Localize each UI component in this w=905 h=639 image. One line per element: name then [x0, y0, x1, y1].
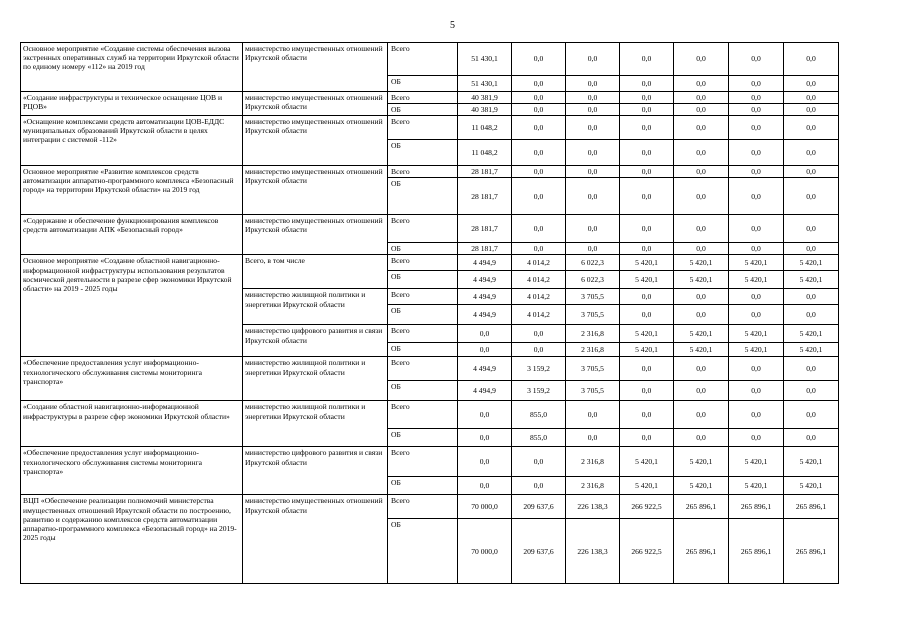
amount-cell: 4 014,2: [512, 305, 566, 325]
activity-name-cell: «Обеспечение предоставления услуг информационно-технологического обслуживания системы мониторинга транспорта»: [21, 357, 243, 401]
amount-cell: 0,0: [620, 243, 674, 255]
activity-name-cell: «Создание областной навигационно-информационной инфраструктуры в разрезе сфер экономики Иркутской области»: [21, 401, 243, 447]
amount-cell: 0,0: [784, 305, 839, 325]
amount-cell: 0,0: [784, 357, 839, 381]
page-number: 5: [450, 20, 455, 31]
amount-cell: 0,0: [729, 305, 784, 325]
amount-cell: 5 420,1: [784, 477, 839, 495]
executor-cell: министерство имущественных отношений Иркутской области: [243, 495, 388, 584]
amount-cell: 855,0: [512, 429, 566, 447]
amount-cell: 0,0: [784, 215, 839, 243]
amount-cell: 0,0: [784, 429, 839, 447]
amount-cell: 0,0: [674, 140, 729, 166]
amount-cell: 0,0: [620, 76, 674, 92]
amount-cell: 5 420,1: [620, 477, 674, 495]
amount-cell: 0,0: [729, 381, 784, 401]
table-row: [21, 495, 839, 519]
amount-cell: 0,0: [784, 289, 839, 305]
amount-cell: 5 420,1: [620, 271, 674, 289]
amount-cell: 0,0: [784, 92, 839, 104]
amount-cell: 5 420,1: [784, 325, 839, 343]
amount-cell: 4 014,2: [512, 271, 566, 289]
activity-name-cell: Основное мероприятие «Создание областной навигационно-информационной инфраструктуры использования результатов космической деятельности в разрезе сфер экономики Иркутской области» на 2019 - 2025 годы: [21, 255, 243, 357]
funding-source-cell: Всего: [388, 43, 458, 76]
amount-cell: 5 420,1: [729, 325, 784, 343]
amount-cell: 209 637,6: [512, 519, 566, 584]
funding-source-cell: Всего: [388, 116, 458, 140]
amount-cell: 3 705,5: [566, 357, 620, 381]
amount-cell: 11 048,2: [458, 140, 512, 166]
amount-cell: 0,0: [512, 178, 566, 215]
amount-cell: 0,0: [566, 116, 620, 140]
table-row: [21, 255, 839, 271]
amount-cell: 0,0: [620, 429, 674, 447]
amount-cell: 0,0: [458, 447, 512, 477]
amount-cell: 5 420,1: [729, 447, 784, 477]
funding-source-cell: ОБ: [388, 178, 458, 215]
amount-cell: 5 420,1: [729, 477, 784, 495]
funding-source-cell: ОБ: [388, 271, 458, 289]
amount-cell: 0,0: [674, 76, 729, 92]
funding-source-cell: Всего: [388, 357, 458, 381]
amount-cell: 2 316,8: [566, 477, 620, 495]
amount-cell: 0,0: [729, 178, 784, 215]
amount-cell: 0,0: [620, 43, 674, 76]
amount-cell: 70 000,0: [458, 495, 512, 519]
amount-cell: 0,0: [674, 381, 729, 401]
amount-cell: 4 014,2: [512, 289, 566, 305]
amount-cell: 0,0: [620, 104, 674, 116]
amount-cell: 0,0: [620, 289, 674, 305]
amount-cell: 6 022,3: [566, 255, 620, 271]
amount-cell: 0,0: [784, 104, 839, 116]
amount-cell: 0,0: [784, 178, 839, 215]
amount-cell: 0,0: [512, 215, 566, 243]
amount-cell: 0,0: [674, 243, 729, 255]
executor-cell: министерство имущественных отношений Иркутской области: [243, 92, 388, 116]
amount-cell: 0,0: [784, 116, 839, 140]
amount-cell: 0,0: [674, 92, 729, 104]
executor-cell: министерство жилищной политики и энергетики Иркутской области: [243, 289, 388, 325]
executor-cell: министерство цифрового развития и связи Иркутской области: [243, 447, 388, 495]
funding-source-cell: ОБ: [388, 104, 458, 116]
funding-source-cell: Всего: [388, 401, 458, 429]
funding-source-cell: ОБ: [388, 76, 458, 92]
amount-cell: 0,0: [566, 178, 620, 215]
amount-cell: 6 022,3: [566, 271, 620, 289]
amount-cell: 5 420,1: [674, 255, 729, 271]
amount-cell: 265 896,1: [784, 519, 839, 584]
funding-source-cell: Всего: [388, 289, 458, 305]
funding-source-cell: ОБ: [388, 429, 458, 447]
amount-cell: 265 896,1: [674, 495, 729, 519]
executor-cell: министерство имущественных отношений Иркутской области: [243, 166, 388, 215]
amount-cell: 3 159,2: [512, 381, 566, 401]
amount-cell: 4 494,9: [458, 305, 512, 325]
amount-cell: 0,0: [729, 104, 784, 116]
amount-cell: 4 014,2: [512, 255, 566, 271]
amount-cell: 3 159,2: [512, 357, 566, 381]
executor-cell: министерство цифрового развития и связи Иркутской области: [243, 325, 388, 357]
amount-cell: 0,0: [620, 305, 674, 325]
amount-cell: 5 420,1: [674, 343, 729, 357]
funding-source-cell: Всего: [388, 495, 458, 519]
activity-name-cell: «Оснащение комплексами средств автоматизации ЦОВ-ЕДДС муниципальных образований Иркутской области в целях интеграции с системой -112»: [21, 116, 243, 166]
amount-cell: 4 494,9: [458, 255, 512, 271]
amount-cell: 0,0: [512, 447, 566, 477]
amount-cell: 5 420,1: [784, 343, 839, 357]
amount-cell: 0,0: [458, 325, 512, 343]
activity-name-cell: «Содержание и обеспечение функционирования комплексов средств автоматизации АПК «Безопасный город»: [21, 215, 243, 255]
amount-cell: 0,0: [512, 116, 566, 140]
amount-cell: 40 381,9: [458, 92, 512, 104]
executor-cell: министерство имущественных отношений Иркутской области: [243, 116, 388, 166]
amount-cell: 5 420,1: [620, 325, 674, 343]
amount-cell: 0,0: [512, 104, 566, 116]
amount-cell: 5 420,1: [729, 343, 784, 357]
amount-cell: 0,0: [729, 166, 784, 178]
funding-source-cell: Всего: [388, 255, 458, 271]
amount-cell: 0,0: [674, 215, 729, 243]
amount-cell: 2 316,8: [566, 325, 620, 343]
amount-cell: 28 181,7: [458, 243, 512, 255]
amount-cell: 5 420,1: [784, 447, 839, 477]
funding-source-cell: Всего: [388, 92, 458, 104]
amount-cell: 0,0: [620, 116, 674, 140]
amount-cell: 0,0: [458, 343, 512, 357]
amount-cell: 0,0: [620, 178, 674, 215]
amount-cell: 5 420,1: [620, 343, 674, 357]
table-row: [21, 215, 839, 243]
amount-cell: 0,0: [729, 401, 784, 429]
amount-cell: 266 922,5: [620, 519, 674, 584]
amount-cell: 0,0: [729, 76, 784, 92]
amount-cell: 0,0: [674, 357, 729, 381]
amount-cell: 51 430,1: [458, 43, 512, 76]
amount-cell: 70 000,0: [458, 519, 512, 584]
executor-cell: Всего, в том числе: [243, 255, 388, 289]
amount-cell: 3 705,5: [566, 289, 620, 305]
amount-cell: 0,0: [674, 104, 729, 116]
amount-cell: 0,0: [729, 357, 784, 381]
amount-cell: 0,0: [729, 289, 784, 305]
amount-cell: 0,0: [566, 429, 620, 447]
funding-source-cell: ОБ: [388, 477, 458, 495]
amount-cell: 855,0: [512, 401, 566, 429]
funding-source-cell: ОБ: [388, 140, 458, 166]
amount-cell: 0,0: [512, 243, 566, 255]
amount-cell: 226 138,3: [566, 495, 620, 519]
amount-cell: 2 316,8: [566, 343, 620, 357]
amount-cell: 0,0: [566, 76, 620, 92]
activity-name-cell: «Обеспечение предоставления услуг информационно-технологического обслуживания системы мониторинга транспорта»: [21, 447, 243, 495]
amount-cell: 0,0: [512, 325, 566, 343]
funding-source-cell: ОБ: [388, 519, 458, 584]
amount-cell: 0,0: [729, 243, 784, 255]
amount-cell: 3 705,5: [566, 305, 620, 325]
amount-cell: 0,0: [512, 140, 566, 166]
amount-cell: 5 420,1: [620, 447, 674, 477]
amount-cell: 0,0: [729, 116, 784, 140]
amount-cell: 265 896,1: [784, 495, 839, 519]
amount-cell: 5 420,1: [784, 271, 839, 289]
amount-cell: 28 181,7: [458, 178, 512, 215]
amount-cell: 5 420,1: [729, 255, 784, 271]
funding-source-cell: ОБ: [388, 381, 458, 401]
funding-source-cell: Всего: [388, 215, 458, 243]
amount-cell: 0,0: [566, 215, 620, 243]
funding-source-cell: ОБ: [388, 343, 458, 357]
amount-cell: 0,0: [729, 92, 784, 104]
amount-cell: 5 420,1: [674, 271, 729, 289]
table-row: [21, 401, 839, 429]
amount-cell: 0,0: [729, 43, 784, 76]
activity-name-cell: «Создание инфраструктуры и техническое оснащение ЦОВ и РЦОВ»: [21, 92, 243, 116]
amount-cell: 5 420,1: [784, 255, 839, 271]
amount-cell: 5 420,1: [674, 477, 729, 495]
amount-cell: 0,0: [674, 429, 729, 447]
amount-cell: 226 138,3: [566, 519, 620, 584]
amount-cell: 0,0: [784, 166, 839, 178]
amount-cell: 4 494,9: [458, 381, 512, 401]
activity-name-cell: Основное мероприятие «Развитие комплексов средств автоматизации аппаратно-программного комплекса «Безопасный город» на территории Иркутской области» на 2019 год: [21, 166, 243, 215]
amount-cell: 4 494,9: [458, 289, 512, 305]
amount-cell: 265 896,1: [674, 519, 729, 584]
amount-cell: 0,0: [674, 166, 729, 178]
amount-cell: 0,0: [674, 401, 729, 429]
amount-cell: 51 430,1: [458, 76, 512, 92]
table-row: [21, 92, 839, 104]
amount-cell: 0,0: [566, 92, 620, 104]
amount-cell: 0,0: [512, 92, 566, 104]
amount-cell: 0,0: [620, 166, 674, 178]
amount-cell: 0,0: [620, 401, 674, 429]
amount-cell: 265 896,1: [729, 495, 784, 519]
funding-source-cell: Всего: [388, 447, 458, 477]
table-row: [21, 166, 839, 178]
amount-cell: 0,0: [729, 140, 784, 166]
amount-cell: 0,0: [784, 401, 839, 429]
activity-name-cell: ВЦП «Обеспечение реализации полномочий министерства имущественных отношений Иркутской области по построению, развитию и содержанию комплексов средств автоматизации аппаратно-программного комплекса «Безопасный город» на 2019-2025 годы: [21, 495, 243, 584]
funding-source-cell: ОБ: [388, 305, 458, 325]
amount-cell: 0,0: [620, 140, 674, 166]
amount-cell: 0,0: [729, 215, 784, 243]
amount-cell: 0,0: [620, 215, 674, 243]
amount-cell: 209 637,6: [512, 495, 566, 519]
funding-source-cell: Всего: [388, 166, 458, 178]
amount-cell: 40 381,9: [458, 104, 512, 116]
executor-cell: министерство жилищной политики и энергетики Иркутской области: [243, 357, 388, 401]
amount-cell: 3 705,5: [566, 381, 620, 401]
amount-cell: 265 896,1: [729, 519, 784, 584]
amount-cell: 0,0: [674, 289, 729, 305]
amount-cell: 0,0: [620, 92, 674, 104]
amount-cell: 0,0: [566, 43, 620, 76]
table-row: [21, 116, 839, 140]
amount-cell: 0,0: [512, 343, 566, 357]
amount-cell: 0,0: [784, 76, 839, 92]
amount-cell: 28 181,7: [458, 215, 512, 243]
amount-cell: 0,0: [674, 305, 729, 325]
amount-cell: 266 922,5: [620, 495, 674, 519]
amount-cell: 0,0: [566, 166, 620, 178]
amount-cell: 5 420,1: [674, 447, 729, 477]
amount-cell: 4 494,9: [458, 271, 512, 289]
amount-cell: 0,0: [784, 43, 839, 76]
amount-cell: 4 494,9: [458, 357, 512, 381]
funding-source-cell: ОБ: [388, 243, 458, 255]
amount-cell: 0,0: [674, 43, 729, 76]
table-row: [21, 447, 839, 477]
funding-source-cell: Всего: [388, 325, 458, 343]
amount-cell: 5 420,1: [674, 325, 729, 343]
amount-cell: 0,0: [784, 243, 839, 255]
amount-cell: 0,0: [566, 140, 620, 166]
amount-cell: 0,0: [512, 76, 566, 92]
amount-cell: 0,0: [674, 116, 729, 140]
amount-cell: 0,0: [566, 243, 620, 255]
amount-cell: 0,0: [620, 357, 674, 381]
amount-cell: 0,0: [620, 381, 674, 401]
amount-cell: 28 181,7: [458, 166, 512, 178]
activity-name-cell: Основное мероприятие «Создание системы обеспечения вызова экстренных оперативных служб на территории Иркутской области по единому номеру «112» на 2019 год: [21, 43, 243, 92]
executor-cell: министерство жилищной политики и энергетики Иркутской области: [243, 401, 388, 447]
amount-cell: 0,0: [674, 178, 729, 215]
table-row: [21, 357, 839, 381]
executor-cell: министерство имущественных отношений Иркутской области: [243, 215, 388, 255]
amount-cell: 5 420,1: [729, 271, 784, 289]
amount-cell: 5 420,1: [620, 255, 674, 271]
amount-cell: 0,0: [784, 140, 839, 166]
amount-cell: 11 048,2: [458, 116, 512, 140]
amount-cell: 0,0: [566, 401, 620, 429]
amount-cell: 0,0: [784, 381, 839, 401]
amount-cell: 0,0: [512, 477, 566, 495]
amount-cell: 0,0: [458, 477, 512, 495]
amount-cell: 0,0: [458, 401, 512, 429]
amount-cell: 0,0: [512, 43, 566, 76]
amount-cell: 0,0: [512, 166, 566, 178]
amount-cell: 0,0: [566, 104, 620, 116]
table-row: [21, 43, 839, 76]
amount-cell: 0,0: [729, 429, 784, 447]
amount-cell: 2 316,8: [566, 447, 620, 477]
amount-cell: 0,0: [458, 429, 512, 447]
executor-cell: министерство имущественных отношений Иркутской области: [243, 43, 388, 92]
financing-table: [20, 42, 839, 584]
